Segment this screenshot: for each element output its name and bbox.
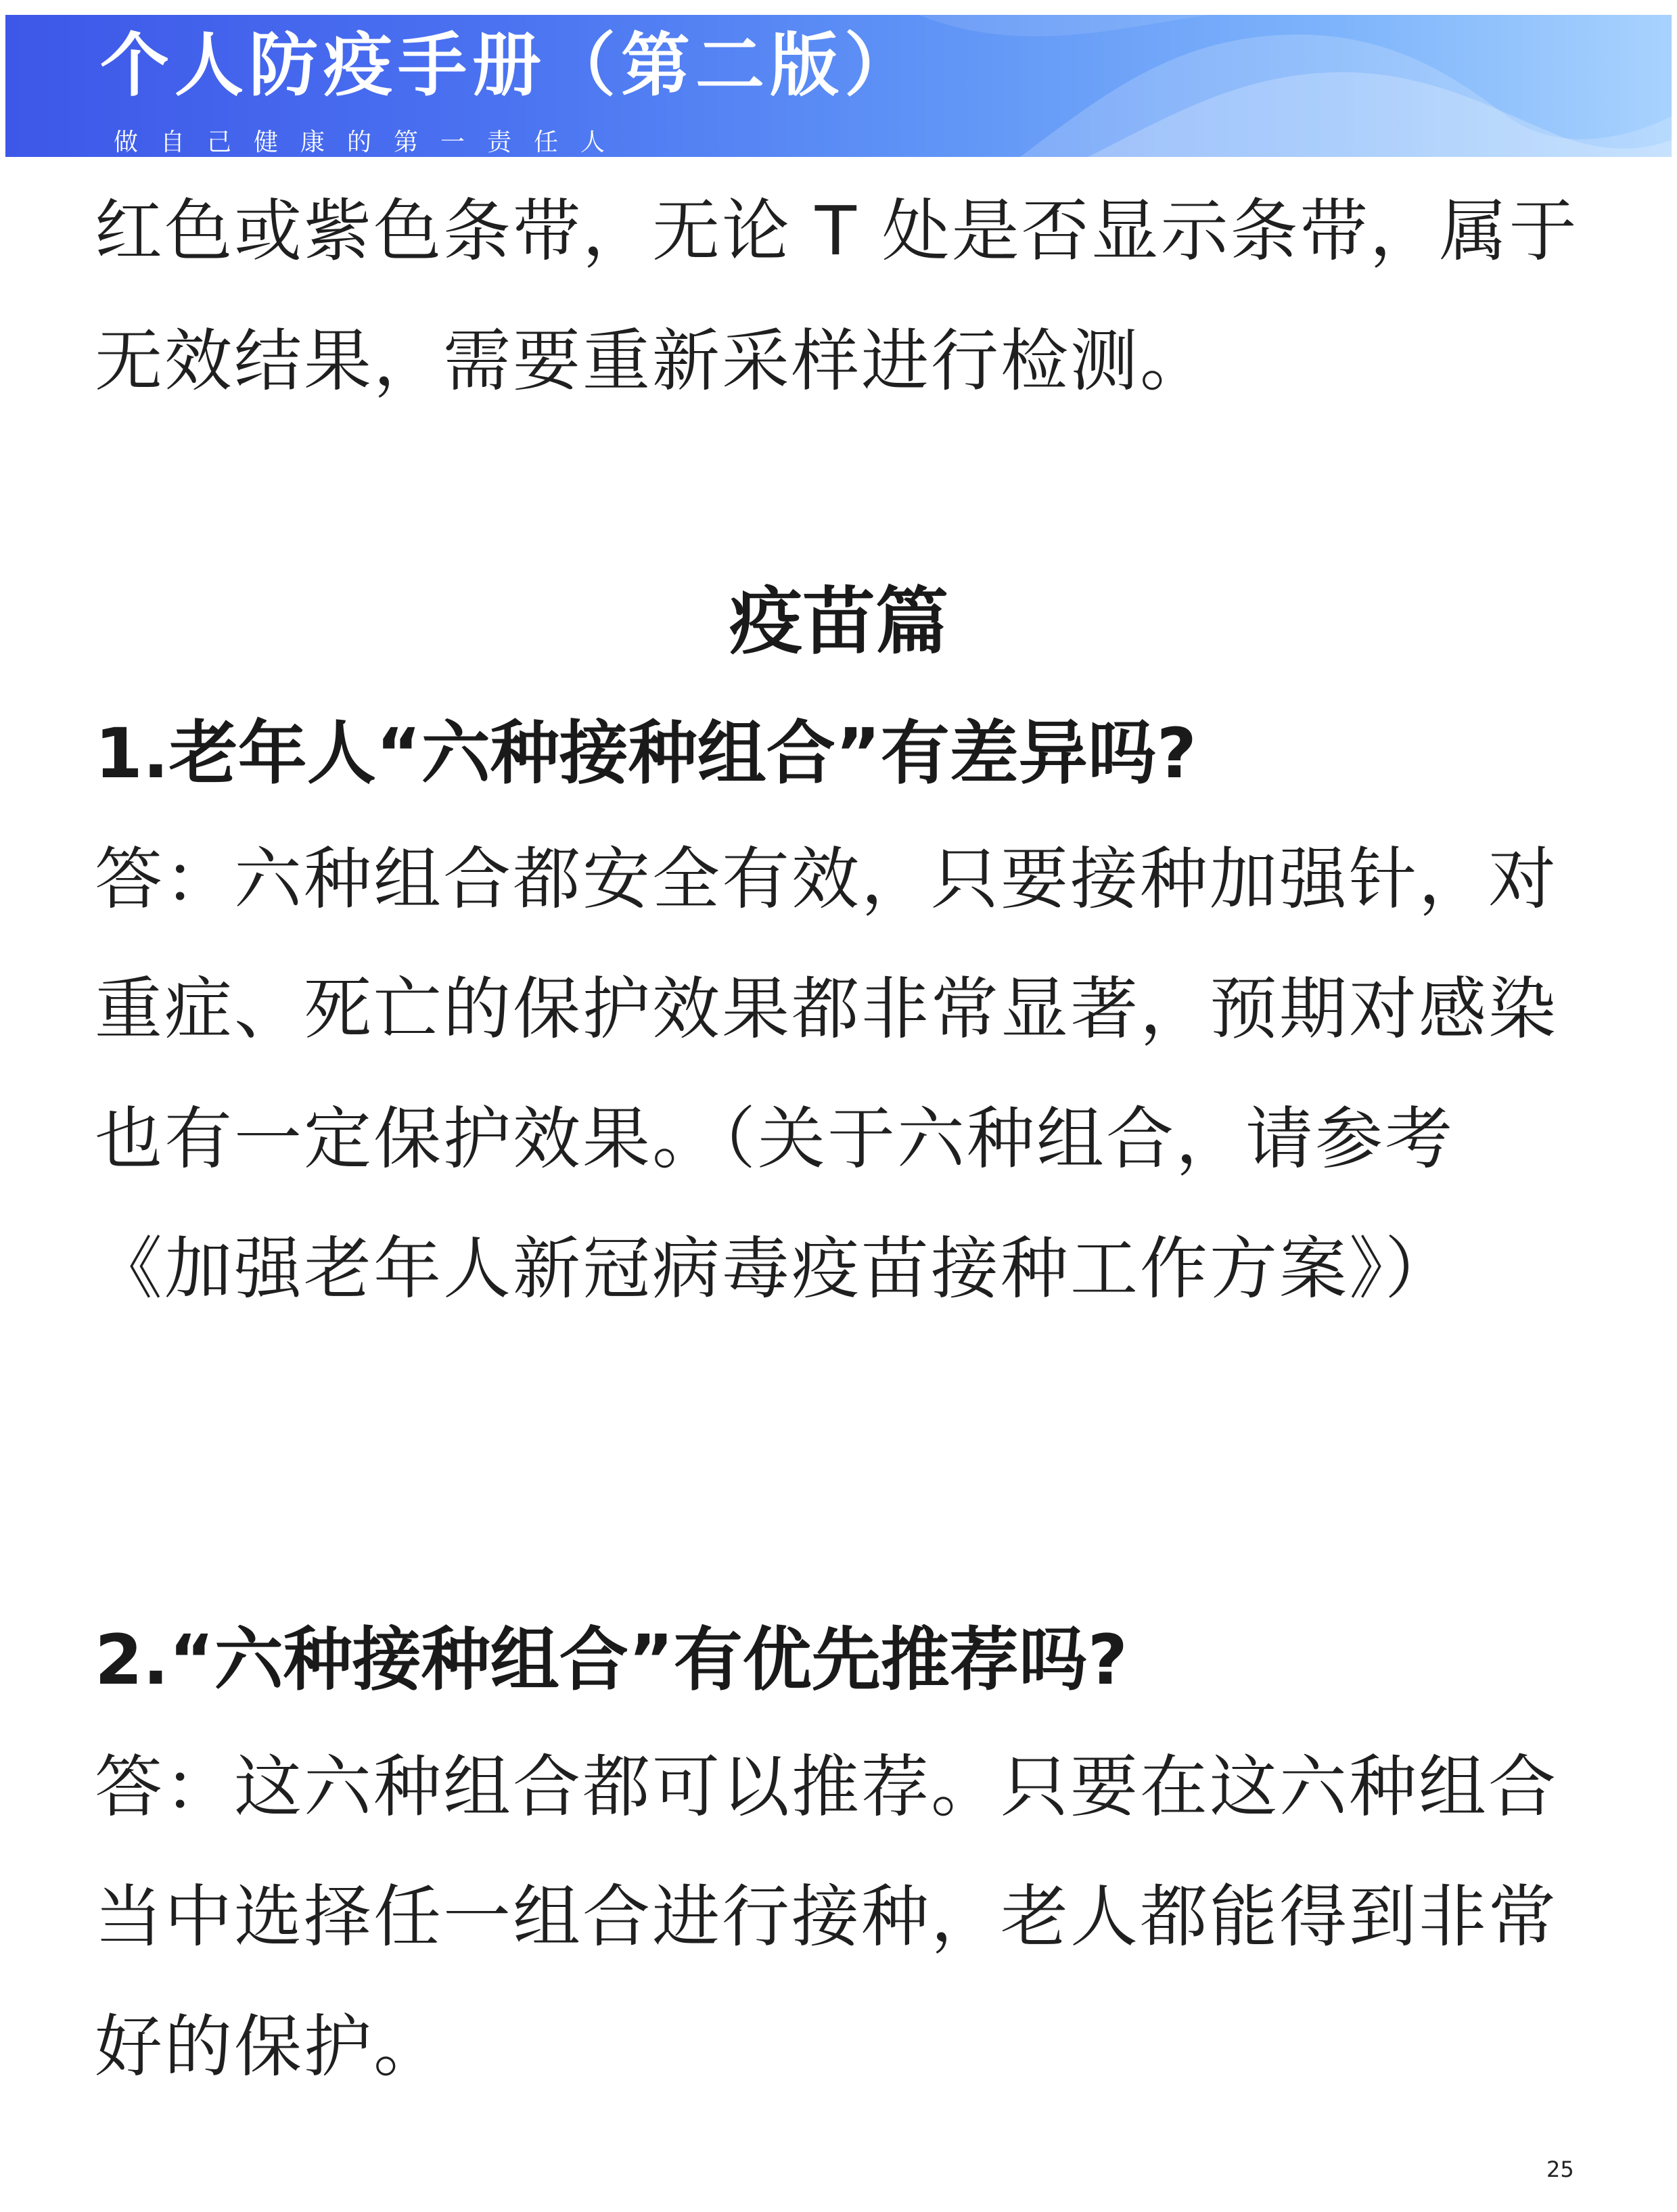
handbook-subtitle: 做自己健康的第一责任人 (114, 129, 628, 156)
section-title: 疫苗篇 (729, 580, 948, 664)
question-2-heading: 2.“六种接种组合”有优先推荐吗? (95, 1620, 1128, 1701)
page-number: 25 (1546, 2157, 1574, 2182)
question-2-answer: 答：这六种组合都可以推荐。只要在这六种组合当中选择任一组合进行接种，老人都能得到非常好的保护。 (95, 1747, 1558, 2086)
handbook-title: 个人防疫手册（第二版） (100, 26, 919, 106)
question-1-heading: 1.老年人“六种接种组合”有差异吗? (95, 714, 1197, 794)
header-banner (5, 15, 1672, 157)
continuation-paragraph: 红色或紫色条带，无论 T 处是否显示条带，属于无效结果，需要重新采样进行检测。 (95, 191, 1579, 400)
question-1-answer: 答：六种组合都安全有效，只要接种加强针，对重症、死亡的保护效果都非常显著，预期对感染也有一定保护效果。（关于六种组合，请参考《加强老年人新冠病毒疫苗接种工作方案》） (95, 839, 1558, 1308)
